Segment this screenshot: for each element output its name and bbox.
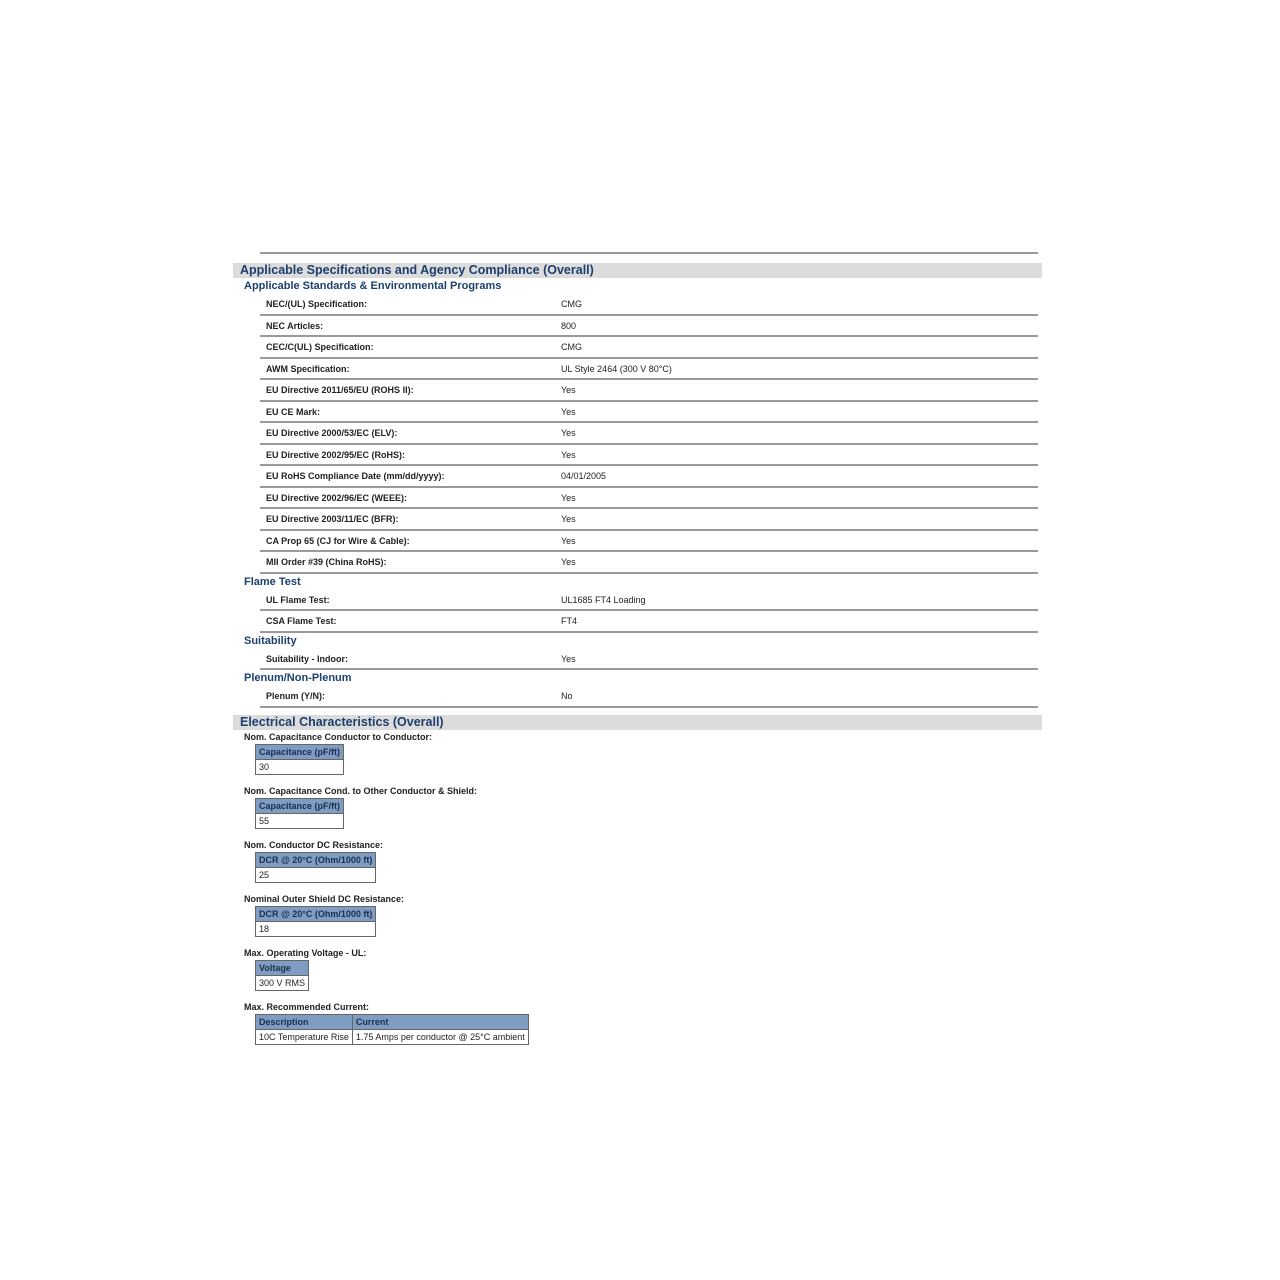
spec-label: CEC/C(UL) Specification:: [266, 342, 374, 352]
spec-value: Yes: [561, 653, 576, 664]
conductor-dcr-table: [255, 852, 376, 883]
capacitance-c2c-label: Nom. Capacitance Conductor to Conductor:: [244, 731, 433, 742]
current-table: [255, 1014, 529, 1045]
shield-dcr-label: Nominal Outer Shield DC Resistance:: [244, 893, 405, 904]
table-cell: 55: [256, 813, 344, 828]
spec-label: CA Prop 65 (CJ for Wire & Cable):: [266, 535, 410, 546]
spec-row: [260, 590, 1038, 612]
top-divider: [260, 252, 1038, 254]
spec-value: CMG: [561, 342, 582, 352]
spec-row: [260, 611, 1038, 633]
spec-label: Plenum (Y/N):: [266, 691, 326, 701]
capacitance-c2s-table: [255, 798, 344, 829]
spec-value: Yes: [561, 492, 576, 503]
spec-value: Yes: [561, 535, 576, 546]
spec-value: Yes: [561, 514, 576, 524]
spec-label: AWM Specification:: [266, 363, 350, 374]
spec-label: EU Directive 2002/96/EC (WEEE):: [266, 492, 408, 503]
capacitance-c2c-table: [255, 744, 344, 775]
group-title-suitability: Suitability: [244, 634, 297, 647]
spec-row: [260, 445, 1038, 467]
spec-value: FT4: [561, 616, 578, 626]
compliance-section-title: Applicable Specifications and Agency Compliance (Overall): [233, 263, 1042, 278]
group-plenum: [233, 686, 1042, 708]
group-title-plenum: Plenum/Non-Plenum: [244, 672, 352, 684]
spec-label: Suitability - Indoor:: [266, 653, 348, 664]
spec-value: No: [561, 691, 573, 701]
spec-row: [260, 402, 1038, 424]
spec-row: [260, 488, 1038, 510]
table-cell: 10C Temperature Rise: [256, 1029, 353, 1044]
spec-label: EU Directive 2002/95/EC (RoHS):: [266, 449, 406, 460]
table-header: Voltage: [256, 960, 309, 975]
current-label: Max. Recommended Current:: [244, 1001, 370, 1012]
spec-row: [260, 316, 1038, 338]
voltage-label: Max. Operating Voltage - UL:: [244, 947, 367, 958]
group-suitability: [233, 649, 1042, 671]
spec-row: [260, 359, 1038, 381]
table-header: DCR @ 20°C (Ohm/1000 ft): [256, 852, 376, 867]
spec-value: Yes: [561, 557, 576, 567]
spec-label: EU RoHS Compliance Date (mm/dd/yyyy):: [266, 471, 445, 481]
spec-row: [260, 337, 1038, 359]
spec-value: Yes: [561, 385, 576, 395]
table-cell: 30: [256, 759, 344, 774]
spec-value: 800: [561, 320, 577, 331]
spec-row: [260, 552, 1038, 574]
spec-value: UL Style 2464 (300 V 80°C): [561, 363, 672, 374]
spec-label: CSA Flame Test:: [266, 616, 337, 626]
capacitance-c2s-label: Nom. Capacitance Cond. to Other Conductor & Shield:: [244, 785, 478, 796]
spec-value: 04/01/2005: [561, 471, 607, 481]
shield-dcr-table: [255, 906, 376, 937]
spec-row: [260, 531, 1038, 553]
table-header: Capacitance (pF/ft): [256, 798, 344, 813]
spec-row: [260, 509, 1038, 531]
spec-row: [260, 423, 1038, 445]
spec-sheet: [233, 252, 1042, 1054]
spec-row: [260, 649, 1038, 671]
spec-row: [260, 294, 1038, 316]
table-header: Description: [256, 1014, 353, 1029]
group-flame-test: [233, 590, 1042, 633]
spec-row: [260, 466, 1038, 488]
spec-row: [260, 686, 1038, 708]
voltage-table: [255, 960, 309, 991]
spec-value: CMG: [561, 299, 582, 309]
conductor-dcr-label: Nom. Conductor DC Resistance:: [244, 839, 384, 850]
spec-value: Yes: [561, 428, 576, 438]
group-standards: [233, 294, 1042, 574]
spec-value: Yes: [561, 449, 576, 460]
spec-label: NEC/(UL) Specification:: [266, 299, 368, 309]
table-header: Capacitance (pF/ft): [256, 744, 344, 759]
spec-row: [260, 380, 1038, 402]
spec-label: UL Flame Test:: [266, 594, 330, 605]
spec-value: Yes: [561, 406, 576, 417]
table-header: Current: [352, 1014, 528, 1029]
table-cell: 25: [256, 867, 376, 882]
table-cell: 1.75 Amps per conductor @ 25°C ambient: [352, 1029, 528, 1044]
group-title-flame-test: Flame Test: [244, 575, 301, 588]
spec-label: NEC Articles:: [266, 320, 324, 331]
group-title-standards: Applicable Standards & Environmental Programs: [244, 280, 502, 292]
spec-label: EU CE Mark:: [266, 406, 321, 417]
spec-label: MII Order #39 (China RoHS):: [266, 557, 387, 567]
table-header: DCR @ 20°C (Ohm/1000 ft): [256, 906, 376, 921]
table-cell: 300 V RMS: [256, 975, 309, 990]
spec-label: EU Directive 2000/53/EC (ELV):: [266, 428, 398, 438]
table-cell: 18: [256, 921, 376, 936]
spec-value: UL1685 FT4 Loading: [561, 594, 646, 605]
electrical-section-title: Electrical Characteristics (Overall): [233, 715, 1042, 730]
spec-label: EU Directive 2011/65/EU (ROHS II):: [266, 385, 414, 395]
spec-label: EU Directive 2003/11/EC (BFR):: [266, 514, 399, 524]
